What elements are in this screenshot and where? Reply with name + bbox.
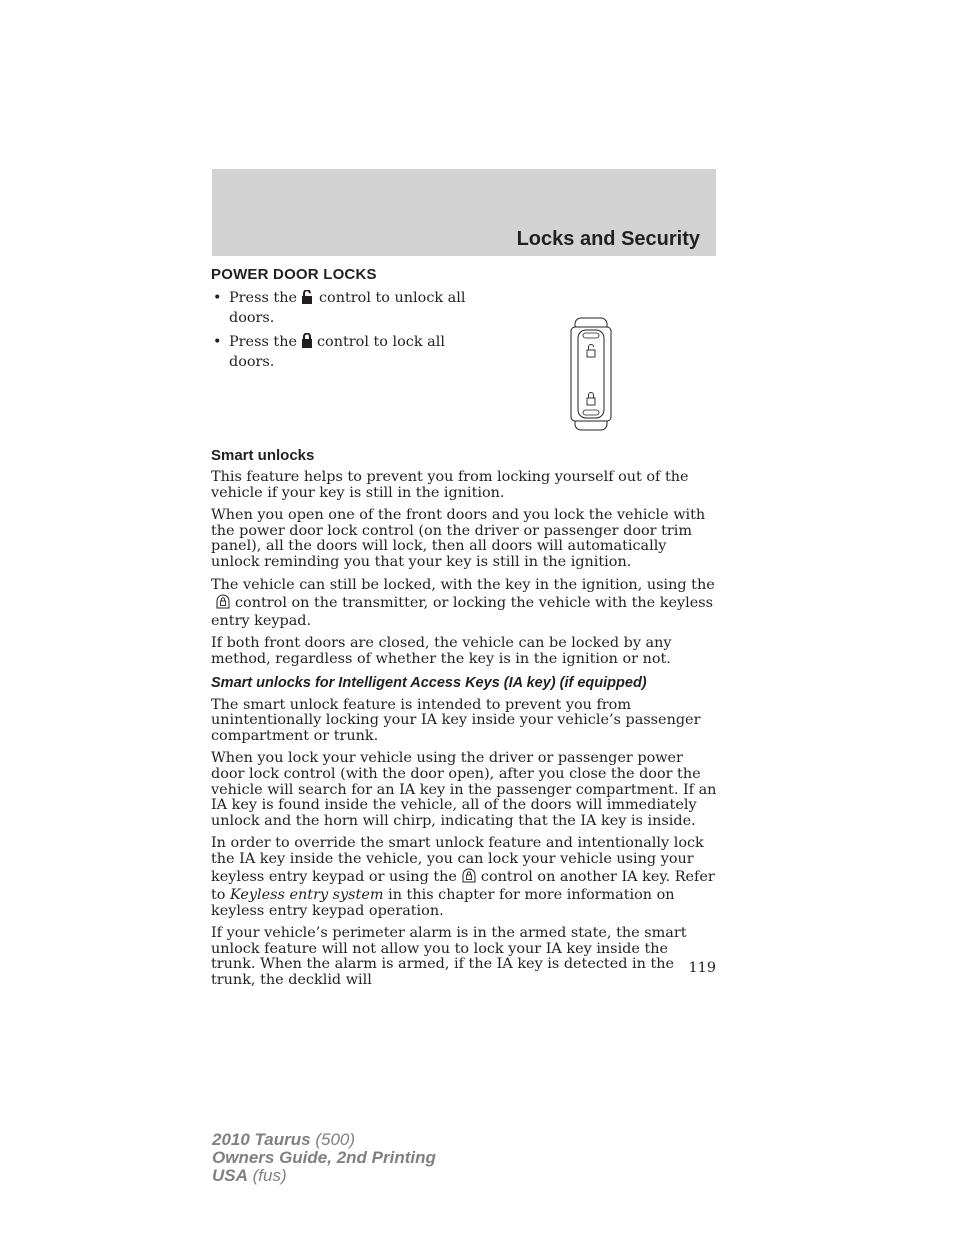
footer-model-code: (500) bbox=[315, 1130, 356, 1149]
ia-key-lock-icon bbox=[461, 867, 477, 888]
chapter-title: Locks and Security bbox=[516, 228, 700, 250]
power-door-locks-heading: POWER DOOR LOCKS bbox=[211, 266, 377, 283]
page-content bbox=[211, 266, 717, 996]
list-item-unlock bbox=[211, 289, 481, 327]
chapter-header-band bbox=[212, 169, 716, 256]
footer-edition: Owners Guide, 2nd Printing bbox=[212, 1148, 436, 1167]
transmitter-lock-icon bbox=[215, 593, 231, 614]
paragraph: If your vehicle’s perimeter alarm is in the armed state, the smart unlock feature will not allow you to lock your IA key inside the trunk. When the alarm is armed, if the IA key is detected in the trunk, the decklid will bbox=[211, 925, 687, 989]
keyless-entry-reference: Keyless entry system bbox=[230, 887, 384, 904]
paragraph: This feature helps to prevent you from locking yourself out of the vehicle if your key is still in the ignition. bbox=[211, 469, 689, 501]
bullet-list bbox=[211, 289, 481, 371]
paragraph-text: In order to override the smart unlock feature and intentionally lock the IA key inside the vehicle, you can lock your vehicle using your keyless entry keypad or using the bbox=[211, 835, 704, 886]
door-lock-switch-illustration bbox=[569, 317, 613, 435]
footer-line-2 bbox=[212, 1149, 436, 1167]
bullet-text-after: control to unlock all doors. bbox=[229, 290, 466, 326]
bullet-text-after: control to lock all doors. bbox=[229, 334, 445, 370]
paragraph: If both front doors are closed, the vehicle can be locked by any method, regardless of whether the key is in the ignition or not. bbox=[211, 635, 672, 667]
paragraph-text: The vehicle can still be locked, with the key in the ignition, using the bbox=[211, 576, 715, 593]
paragraph-text: control on the transmitter, or locking the vehicle with the keyless entry keypad. bbox=[211, 595, 713, 629]
bullet-text-before: Press the bbox=[229, 334, 297, 350]
footer-line-1 bbox=[212, 1131, 436, 1149]
paragraph: When you lock your vehicle using the driver or passenger power door lock control (with the door open), after you close the door the vehicle will search for an IA key in the passenger compartment. If an IA key is found inside the vehicle, all of the doors will immediately unlock and the horn will chirp, indicating that the IA key is inside. bbox=[211, 750, 717, 829]
footer-market-code: (fus) bbox=[252, 1166, 287, 1185]
bullet-dot: • bbox=[213, 290, 222, 306]
bullet-text-before: Press the bbox=[229, 290, 297, 306]
unlock-icon bbox=[301, 290, 315, 309]
paragraph-with-icon bbox=[211, 578, 717, 630]
paragraph-text: in this chapter for more information on keyless entry keypad operation. bbox=[211, 887, 675, 919]
list-item-lock bbox=[211, 333, 481, 371]
paragraph-with-icon bbox=[211, 836, 717, 919]
paragraph-text: control on another IA key. Refer to bbox=[211, 869, 715, 904]
page-number: 119 bbox=[688, 960, 716, 976]
paragraph: When you open one of the front doors and you lock the vehicle with the power door lock control (on the driver or passenger door trim panel), all the doors will lock, then all doors will automatically unlock reminding you that your key is still in the ignition. bbox=[211, 507, 706, 570]
footer-model: 2010 Taurus bbox=[212, 1130, 311, 1149]
footer-line-3 bbox=[212, 1167, 436, 1185]
lock-icon bbox=[301, 333, 313, 353]
power-door-locks-block bbox=[211, 289, 717, 447]
bullet-dot: • bbox=[213, 334, 222, 350]
document-footer bbox=[212, 1131, 436, 1185]
ia-key-heading: Smart unlocks for Intelligent Access Keys (IA key) (if equipped) bbox=[211, 674, 647, 691]
smart-unlocks-heading: Smart unlocks bbox=[211, 447, 315, 464]
footer-market: USA bbox=[212, 1166, 248, 1185]
paragraph: The smart unlock feature is intended to prevent you from unintentionally locking your IA key inside your vehicle’s passenger compartment or trunk. bbox=[211, 696, 701, 744]
